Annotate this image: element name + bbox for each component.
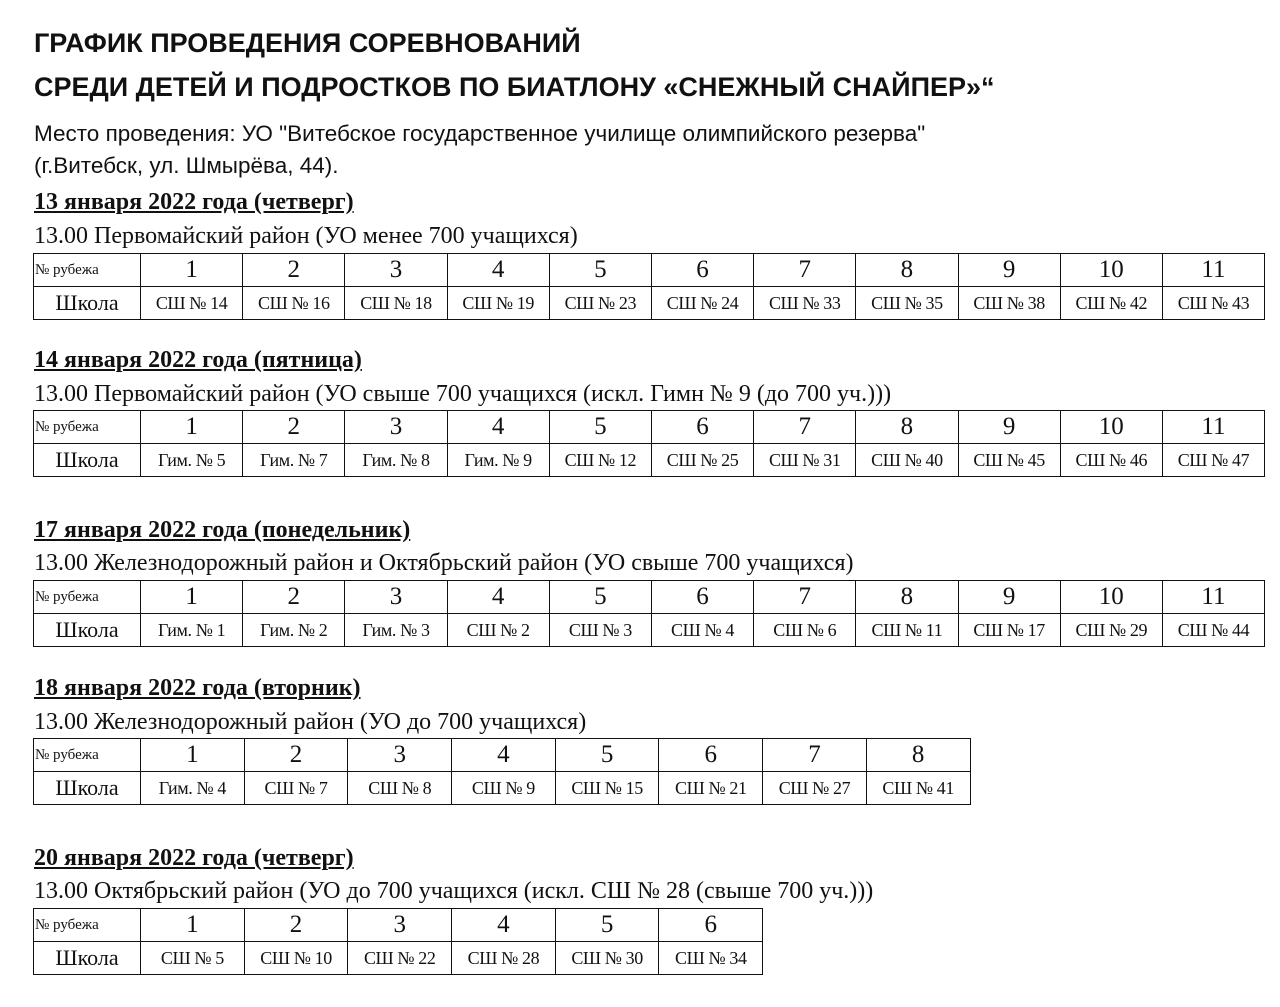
school-cell: СШ № 14 xyxy=(141,287,243,320)
school-cell: СШ № 17 xyxy=(958,614,1060,647)
school-cell: СШ № 4 xyxy=(651,614,753,647)
school-cell: Гим. № 4 xyxy=(141,772,245,805)
school-cell: СШ № 41 xyxy=(866,772,970,805)
lane-number-cell: 6 xyxy=(659,909,763,942)
lane-number-row xyxy=(34,739,971,772)
school-row-label: Школа xyxy=(34,942,141,975)
lane-number-row-label: № рубежа xyxy=(34,254,141,287)
school-cell: СШ № 31 xyxy=(754,444,856,477)
lane-number-cell: 10 xyxy=(1060,411,1162,444)
day-time-district: 13.00 Железнодорожный район (УО до 700 учащихся) xyxy=(34,709,587,735)
lane-number-cell: 6 xyxy=(659,739,763,772)
lane-number-cell: 2 xyxy=(243,254,345,287)
lane-number-cell: 4 xyxy=(447,581,549,614)
lane-number-cell: 9 xyxy=(958,411,1060,444)
lane-number-row-label: № рубежа xyxy=(34,739,141,772)
lane-number-cell: 6 xyxy=(651,411,753,444)
lane-number-row xyxy=(34,581,1265,614)
school-cell: СШ № 11 xyxy=(856,614,958,647)
lane-number-cell: 10 xyxy=(1060,581,1162,614)
lane-number-cell: 8 xyxy=(856,581,958,614)
school-cell: Гим. № 8 xyxy=(345,444,447,477)
school-cell: СШ № 5 xyxy=(141,942,245,975)
lane-number-row xyxy=(34,411,1265,444)
school-cell: СШ № 16 xyxy=(243,287,345,320)
school-row-label: Школа xyxy=(34,772,141,805)
lane-number-cell: 2 xyxy=(244,909,348,942)
school-cell: СШ № 10 xyxy=(244,942,348,975)
lane-number-cell: 4 xyxy=(447,254,549,287)
school-cell: СШ № 15 xyxy=(555,772,659,805)
day-date-heading: 18 января 2022 года (вторник) xyxy=(34,675,361,701)
school-cell: СШ № 2 xyxy=(447,614,549,647)
school-cell: СШ № 35 xyxy=(856,287,958,320)
school-cell: СШ № 28 xyxy=(452,942,556,975)
school-row xyxy=(34,772,971,805)
lane-number-cell: 5 xyxy=(549,581,651,614)
school-cell: СШ № 46 xyxy=(1060,444,1162,477)
school-cell: СШ № 25 xyxy=(651,444,753,477)
lane-number-cell: 8 xyxy=(856,411,958,444)
lane-assignment-table xyxy=(33,908,763,975)
school-cell: СШ № 33 xyxy=(754,287,856,320)
lane-number-cell: 2 xyxy=(243,411,345,444)
lane-number-cell: 5 xyxy=(555,739,659,772)
lane-number-cell: 2 xyxy=(243,581,345,614)
school-row-label: Школа xyxy=(34,444,141,477)
lane-number-cell: 5 xyxy=(549,254,651,287)
lane-number-cell: 1 xyxy=(141,581,243,614)
lane-number-row-label: № рубежа xyxy=(34,411,141,444)
school-cell: СШ № 45 xyxy=(958,444,1060,477)
school-cell: СШ № 27 xyxy=(763,772,867,805)
school-cell: СШ № 3 xyxy=(549,614,651,647)
lane-number-cell: 9 xyxy=(958,254,1060,287)
day-time-district: 13.00 Первомайский район (УО свыше 700 учащихся (искл. Гимн № 9 (до 700 уч.))) xyxy=(34,381,892,407)
school-cell: СШ № 23 xyxy=(549,287,651,320)
lane-number-cell: 3 xyxy=(348,909,452,942)
school-cell: СШ № 19 xyxy=(447,287,549,320)
school-cell: СШ № 44 xyxy=(1162,614,1264,647)
school-cell: СШ № 12 xyxy=(549,444,651,477)
lane-number-cell: 8 xyxy=(866,739,970,772)
lane-number-cell: 9 xyxy=(958,581,1060,614)
school-cell: СШ № 47 xyxy=(1162,444,1264,477)
lane-number-cell: 11 xyxy=(1162,411,1264,444)
school-cell: СШ № 9 xyxy=(452,772,556,805)
lane-number-cell: 1 xyxy=(141,909,245,942)
day-date-heading: 20 января 2022 года (четверг) xyxy=(34,845,354,871)
school-row xyxy=(34,444,1265,477)
school-cell: СШ № 24 xyxy=(651,287,753,320)
venue-line-2: (г.Витебск, ул. Шмырёва, 44). xyxy=(34,153,339,178)
school-row-label: Школа xyxy=(34,287,141,320)
lane-number-cell: 3 xyxy=(345,581,447,614)
lane-number-cell: 5 xyxy=(549,411,651,444)
document-title-line-1: ГРАФИК ПРОВЕДЕНИЯ СОРЕВНОВАНИЙ xyxy=(34,28,581,58)
lane-number-cell: 11 xyxy=(1162,581,1264,614)
school-cell: СШ № 29 xyxy=(1060,614,1162,647)
lane-assignment-table xyxy=(33,410,1265,477)
school-cell: Гим. № 2 xyxy=(243,614,345,647)
lane-number-cell: 8 xyxy=(856,254,958,287)
school-cell: СШ № 42 xyxy=(1060,287,1162,320)
day-date-heading: 13 января 2022 года (четверг) xyxy=(34,189,354,215)
lane-number-row-label: № рубежа xyxy=(34,581,141,614)
school-cell: СШ № 43 xyxy=(1162,287,1264,320)
lane-number-cell: 2 xyxy=(244,739,348,772)
lane-number-row xyxy=(34,254,1265,287)
day-time-district: 13.00 Первомайский район (УО менее 700 учащихся) xyxy=(34,223,578,249)
lane-number-cell: 3 xyxy=(345,254,447,287)
school-row-label: Школа xyxy=(34,614,141,647)
school-cell: СШ № 30 xyxy=(555,942,659,975)
lane-number-cell: 11 xyxy=(1162,254,1264,287)
lane-number-row-label: № рубежа xyxy=(34,909,141,942)
lane-number-cell: 3 xyxy=(345,411,447,444)
lane-number-cell: 4 xyxy=(452,909,556,942)
venue-line-1: Место проведения: УО "Витебское государственное училище олимпийского резерва" xyxy=(34,121,926,146)
school-row xyxy=(34,287,1265,320)
lane-number-cell: 7 xyxy=(754,254,856,287)
school-cell: Гим. № 1 xyxy=(141,614,243,647)
school-cell: Гим. № 9 xyxy=(447,444,549,477)
school-row xyxy=(34,614,1265,647)
day-date-heading: 14 января 2022 года (пятница) xyxy=(34,347,362,373)
school-cell: Гим. № 5 xyxy=(141,444,243,477)
lane-number-cell: 4 xyxy=(447,411,549,444)
lane-assignment-table xyxy=(33,580,1265,647)
lane-number-cell: 3 xyxy=(348,739,452,772)
lane-number-cell: 5 xyxy=(555,909,659,942)
school-cell: Гим. № 3 xyxy=(345,614,447,647)
school-cell: СШ № 40 xyxy=(856,444,958,477)
school-cell: СШ № 18 xyxy=(345,287,447,320)
school-cell: СШ № 22 xyxy=(348,942,452,975)
school-cell: СШ № 38 xyxy=(958,287,1060,320)
school-row xyxy=(34,942,763,975)
lane-number-cell: 7 xyxy=(754,581,856,614)
lane-number-cell: 1 xyxy=(141,739,245,772)
lane-number-cell: 4 xyxy=(452,739,556,772)
school-cell: СШ № 8 xyxy=(348,772,452,805)
school-cell: СШ № 6 xyxy=(754,614,856,647)
school-cell: Гим. № 7 xyxy=(243,444,345,477)
document-title-line-2: СРЕДИ ДЕТЕЙ И ПОДРОСТКОВ ПО БИАТЛОНУ «СНЕЖНЫЙ СНАЙПЕР»“ xyxy=(34,72,995,102)
lane-number-cell: 1 xyxy=(141,254,243,287)
lane-number-cell: 6 xyxy=(651,254,753,287)
school-cell: СШ № 34 xyxy=(659,942,763,975)
day-time-district: 13.00 Октябрьский район (УО до 700 учащихся (искл. СШ № 28 (свыше 700 уч.))) xyxy=(34,878,874,904)
lane-number-cell: 6 xyxy=(651,581,753,614)
lane-assignment-table xyxy=(33,253,1265,320)
lane-number-cell: 10 xyxy=(1060,254,1162,287)
school-cell: СШ № 7 xyxy=(244,772,348,805)
lane-number-cell: 7 xyxy=(754,411,856,444)
lane-number-cell: 7 xyxy=(763,739,867,772)
lane-number-row xyxy=(34,909,763,942)
lane-assignment-table xyxy=(33,738,971,805)
day-time-district: 13.00 Железнодорожный район и Октябрьский район (УО свыше 700 учащихся) xyxy=(34,550,854,576)
lane-number-cell: 1 xyxy=(141,411,243,444)
day-date-heading: 17 января 2022 года (понедельник) xyxy=(34,517,411,543)
school-cell: СШ № 21 xyxy=(659,772,763,805)
